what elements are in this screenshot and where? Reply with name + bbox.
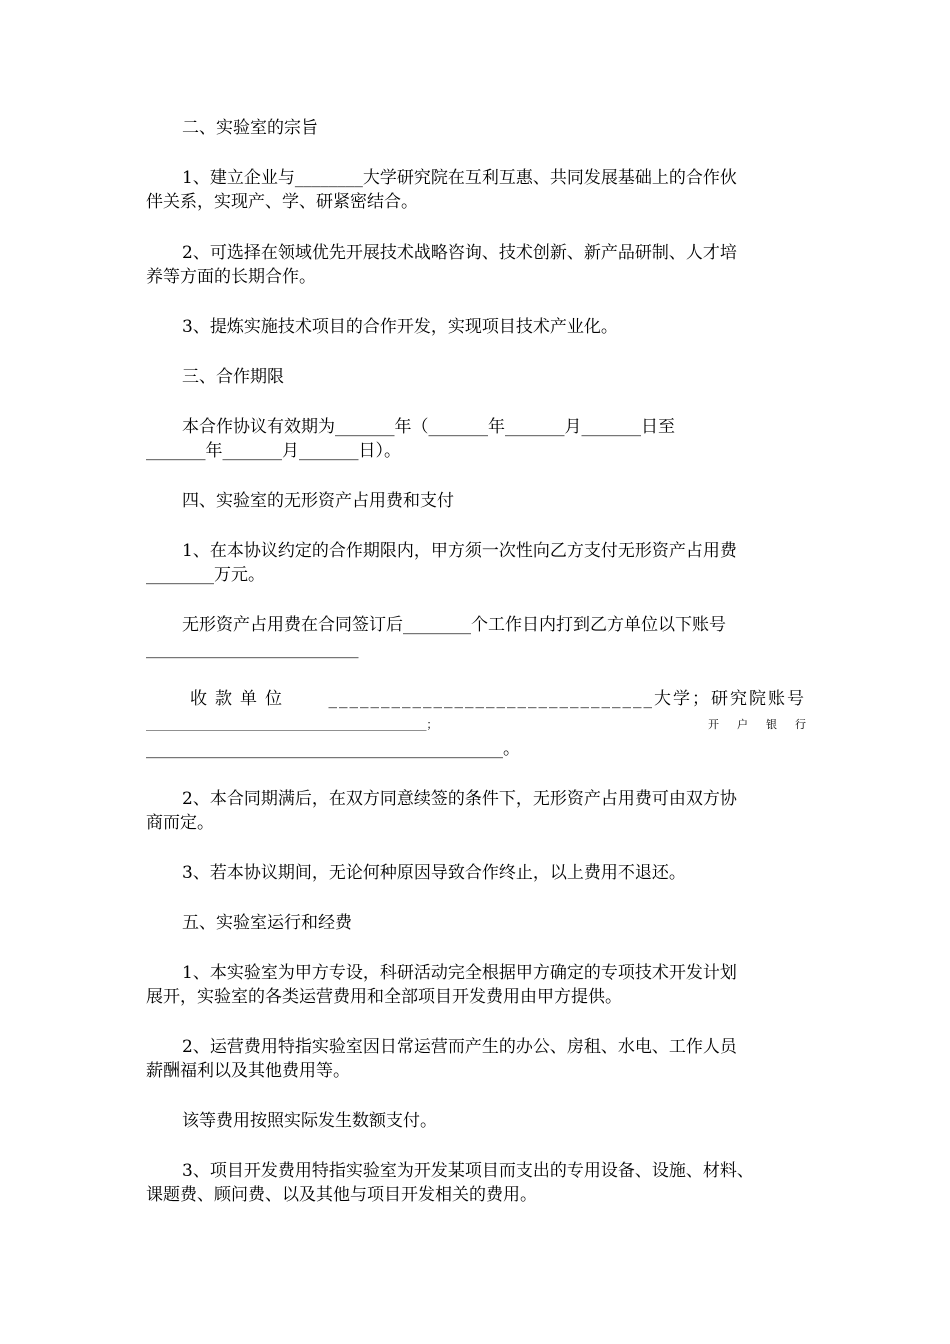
section-2-item-2-line-1: 2、可选择在领域优先开展技术战略咨询、技术创新、新产品研制、人才培 — [182, 243, 737, 263]
bank-field: __________________________________________。 — [146, 739, 520, 759]
section-3-heading: 三、合作期限 — [182, 367, 284, 387]
section-2-item-2-line-2: 养等方面的长期合作。 — [146, 267, 316, 287]
section-5-item-2-line-2: 薪酬福利以及其他费用等。 — [146, 1061, 350, 1081]
payee-line — [190, 686, 806, 712]
section-2-item-1-line-2: 伴关系，实现产、学、研紧密结合。 — [146, 192, 418, 212]
section-4-heading: 四、实验室的无形资产占用费和支付 — [182, 491, 454, 511]
payee-label: 收款单位 — [190, 689, 290, 709]
section-5-fee-note: 该等费用按照实际发生数额支付。 — [182, 1111, 437, 1131]
section-3-term-line-2: _______年_______月_______日）。 — [146, 441, 401, 461]
section-4-item-2-line-2: 商而定。 — [146, 813, 214, 833]
section-2-heading: 二、实验室的宗旨 — [182, 118, 318, 138]
bank-label: 开户银行 — [708, 718, 824, 731]
section-5-item-2-line-1: 2、运营费用特指实验室因日常运营而产生的办公、房租、水电、工作人员 — [182, 1037, 737, 1057]
section-2-item-1-line-1: 1、建立企业与________大学研究院在互利互惠、共同发展基础上的合作伙 — [182, 168, 737, 188]
section-5-item-1-line-2: 展开，实验室的各类运营费用和全部项目开发费用由甲方提供。 — [146, 987, 622, 1007]
section-5-item-3-line-1: 3、项目开发费用特指实验室为开发某项目而支出的专用设备、设施、材料、 — [182, 1161, 754, 1181]
section-4-payment-line-2: _________________________ — [146, 639, 359, 659]
section-4-item-1-line-2: ________万元。 — [146, 565, 265, 585]
section-5-item-1-line-1: 1、本实验室为甲方专设，科研活动完全根据甲方确定的专项技术开发计划 — [182, 963, 737, 983]
section-4-item-2-line-1: 2、本合同期满后，在双方同意续签的条件下，无形资产占用费可由双方协 — [182, 789, 737, 809]
section-4-item-1-line-1: 1、在本协议约定的合作期限内，甲方须一次性向乙方支付无形资产占用费 — [182, 541, 737, 561]
payee-field: _______________________________大学；研究院账号 — [328, 689, 806, 709]
section-4-item-3: 3、若本协议期间，无论何种原因导致合作终止，以上费用不退还。 — [182, 863, 686, 883]
section-5-item-3-line-2: 课题费、顾问费、以及其他与项目开发相关的费用。 — [146, 1185, 537, 1205]
section-5-heading: 五、实验室运行和经费 — [182, 913, 352, 933]
account-field: ___________________________________________________； — [146, 718, 438, 731]
section-4-payment-line-1: 无形资产占用费在合同签订后________个工作日内打到乙方单位以下账号 — [182, 615, 726, 635]
account-line — [146, 712, 824, 738]
section-3-term-line-1: 本合作协议有效期为_______年（_______年_______月_______日至 — [182, 417, 675, 437]
section-2-item-3: 3、提炼实施技术项目的合作开发，实现项目技术产业化。 — [182, 317, 618, 337]
